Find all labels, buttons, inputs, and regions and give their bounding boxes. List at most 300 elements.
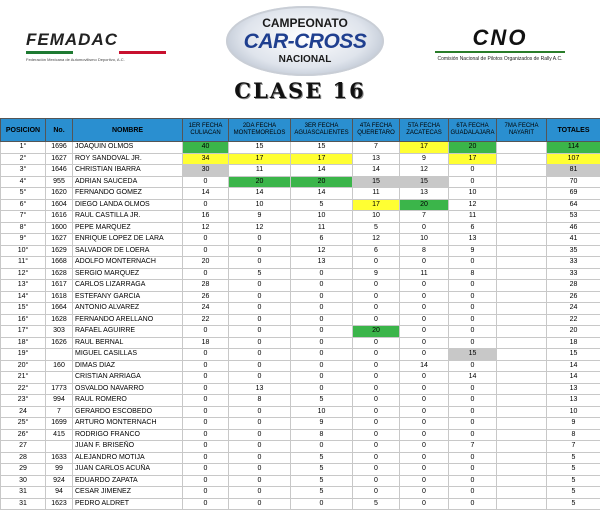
- cell-fecha-7: [497, 475, 547, 487]
- cell-total: 7: [547, 441, 600, 453]
- cell-fecha-3: 8: [291, 429, 353, 441]
- table-row: [1, 498, 600, 510]
- cell-fecha-7: [497, 406, 547, 418]
- cell-name: PEPE MARQUEZ: [73, 222, 183, 234]
- cell-fecha-2: 0: [229, 372, 291, 384]
- cell-fecha-5: 0: [400, 222, 449, 234]
- cell-fecha-4: 11: [353, 188, 400, 200]
- cell-fecha-4: 0: [353, 487, 400, 499]
- cell-fecha-5: 0: [400, 291, 449, 303]
- cell-position: 29: [1, 464, 46, 476]
- cell-number: 1618: [46, 291, 73, 303]
- cell-fecha-7: [497, 337, 547, 349]
- cell-fecha-3: 12: [291, 245, 353, 257]
- cell-fecha-7: [497, 314, 547, 326]
- cell-fecha-4: 0: [353, 257, 400, 269]
- cell-fecha-3: 0: [291, 441, 353, 453]
- cell-fecha-1: 20: [183, 257, 229, 269]
- table-row: [1, 142, 600, 154]
- cell-number: 1628: [46, 314, 73, 326]
- cell-fecha-3: 0: [291, 498, 353, 510]
- car-cross-badge-logo: [226, 6, 384, 76]
- cell-number: 303: [46, 326, 73, 338]
- cell-fecha-2: 0: [229, 349, 291, 361]
- cell-total: 8: [547, 429, 600, 441]
- cell-fecha-2: 0: [229, 303, 291, 315]
- cell-fecha-4: 0: [353, 303, 400, 315]
- cell-fecha-1: 0: [183, 268, 229, 280]
- cell-fecha-1: 0: [183, 498, 229, 510]
- cell-position: 19°: [1, 349, 46, 361]
- cell-fecha-5: 14: [400, 360, 449, 372]
- cell-fecha-6: 0: [449, 314, 497, 326]
- cell-fecha-6: 7: [449, 441, 497, 453]
- table-row: [1, 176, 600, 188]
- cell-name: JOAQUIN OLMOS: [73, 142, 183, 154]
- cell-position: 7°: [1, 211, 46, 223]
- cell-fecha-3: 9: [291, 418, 353, 430]
- cell-fecha-3: 5: [291, 487, 353, 499]
- table-row: [1, 222, 600, 234]
- cell-number: 1668: [46, 257, 73, 269]
- cell-fecha-7: [497, 383, 547, 395]
- cell-fecha-6: 10: [449, 188, 497, 200]
- cell-fecha-7: [497, 245, 547, 257]
- cell-fecha-1: 0: [183, 441, 229, 453]
- cell-position: 31: [1, 498, 46, 510]
- cell-name: RAUL BERNAL: [73, 337, 183, 349]
- cell-total: 14: [547, 360, 600, 372]
- cell-fecha-3: 0: [291, 280, 353, 292]
- cell-fecha-4: 0: [353, 314, 400, 326]
- cno-logo-underline: [435, 51, 565, 53]
- cell-fecha-6: 11: [449, 211, 497, 223]
- table-row: [1, 291, 600, 303]
- cell-fecha-5: 12: [400, 165, 449, 177]
- cell-fecha-3: 17: [291, 153, 353, 165]
- cell-total: 81: [547, 165, 600, 177]
- cell-fecha-4: 0: [353, 429, 400, 441]
- cell-fecha-7: [497, 349, 547, 361]
- cell-fecha-3: 10: [291, 211, 353, 223]
- cell-total: 5: [547, 452, 600, 464]
- cell-fecha-3: 5: [291, 395, 353, 407]
- col-fecha-6: 6TA FECHA GUADALAJARA: [449, 119, 497, 142]
- cell-fecha-5: 17: [400, 142, 449, 154]
- cell-total: 13: [547, 395, 600, 407]
- table-row: [1, 326, 600, 338]
- cell-fecha-7: [497, 153, 547, 165]
- cell-fecha-5: 0: [400, 429, 449, 441]
- cell-total: 22: [547, 314, 600, 326]
- cell-number: 1628: [46, 268, 73, 280]
- cell-total: 9: [547, 418, 600, 430]
- cell-fecha-6: 0: [449, 176, 497, 188]
- cell-fecha-4: 0: [353, 337, 400, 349]
- flag-stripe: [26, 51, 166, 54]
- cell-number: 994: [46, 395, 73, 407]
- cell-fecha-5: 7: [400, 211, 449, 223]
- cell-fecha-7: [497, 452, 547, 464]
- cell-fecha-1: 0: [183, 176, 229, 188]
- cell-name: JUAN CARLOS ACUÑA: [73, 464, 183, 476]
- page-title: CLASE 16: [0, 78, 600, 103]
- cell-fecha-5: 0: [400, 498, 449, 510]
- cell-fecha-6: 0: [449, 291, 497, 303]
- cell-position: 20°: [1, 360, 46, 372]
- cell-total: 5: [547, 498, 600, 510]
- standings-body: [1, 142, 600, 510]
- cell-fecha-1: 0: [183, 326, 229, 338]
- cell-fecha-3: 0: [291, 337, 353, 349]
- cell-number: 1620: [46, 188, 73, 200]
- standings-table: [0, 118, 600, 510]
- cell-name: MIGUEL CASILLAS: [73, 349, 183, 361]
- table-row: [1, 395, 600, 407]
- cell-position: 9°: [1, 234, 46, 246]
- cell-fecha-3: 0: [291, 314, 353, 326]
- cell-fecha-1: 26: [183, 291, 229, 303]
- cell-fecha-2: 20: [229, 176, 291, 188]
- cell-fecha-5: 0: [400, 257, 449, 269]
- cell-fecha-5: 0: [400, 372, 449, 384]
- cell-number: 7: [46, 406, 73, 418]
- cell-fecha-6: 12: [449, 199, 497, 211]
- cell-fecha-5: 0: [400, 464, 449, 476]
- cell-name: CESAR JIMENEZ: [73, 487, 183, 499]
- cell-number: [46, 372, 73, 384]
- cell-fecha-1: 0: [183, 234, 229, 246]
- cell-name: OSVALDO NAVARRO: [73, 383, 183, 395]
- cell-fecha-5: 0: [400, 383, 449, 395]
- cell-fecha-7: [497, 222, 547, 234]
- cell-name: CARLOS LIZARRAGA: [73, 280, 183, 292]
- cell-fecha-6: 0: [449, 464, 497, 476]
- cell-fecha-1: 0: [183, 418, 229, 430]
- table-row: [1, 165, 600, 177]
- cell-fecha-3: 5: [291, 475, 353, 487]
- cell-fecha-2: 13: [229, 383, 291, 395]
- cell-name: ROY SANDOVAL JR.: [73, 153, 183, 165]
- cell-total: 33: [547, 268, 600, 280]
- cell-position: 25°: [1, 418, 46, 430]
- cno-logo: [425, 27, 575, 63]
- cell-fecha-5: 13: [400, 188, 449, 200]
- cell-fecha-5: 0: [400, 418, 449, 430]
- cell-fecha-4: 10: [353, 211, 400, 223]
- cell-name: RAUL CASTILLA JR.: [73, 211, 183, 223]
- cell-fecha-4: 0: [353, 349, 400, 361]
- cell-name: CHRISTIAN IBARRA: [73, 165, 183, 177]
- cell-fecha-2: 0: [229, 475, 291, 487]
- cell-fecha-4: 0: [353, 441, 400, 453]
- cell-fecha-1: 0: [183, 395, 229, 407]
- badge-line2: CAR-CROSS: [226, 30, 384, 54]
- cell-fecha-4: 7: [353, 142, 400, 154]
- cell-fecha-2: 14: [229, 188, 291, 200]
- cell-number: 94: [46, 487, 73, 499]
- cell-fecha-2: 15: [229, 142, 291, 154]
- cell-position: 23°: [1, 395, 46, 407]
- femadac-logo-subtitle: Federación Mexicana de Automovilismo Deportivo, A.C.: [26, 57, 166, 62]
- table-row: [1, 234, 600, 246]
- cell-total: 46: [547, 222, 600, 234]
- cell-fecha-1: 0: [183, 429, 229, 441]
- cell-fecha-7: [497, 234, 547, 246]
- cell-fecha-3: 0: [291, 291, 353, 303]
- cell-fecha-1: 0: [183, 245, 229, 257]
- cell-fecha-4: 0: [353, 360, 400, 372]
- cell-number: 160: [46, 360, 73, 372]
- cell-fecha-4: 12: [353, 234, 400, 246]
- page-header: [0, 0, 600, 118]
- cell-fecha-7: [497, 211, 547, 223]
- table-row: [1, 360, 600, 372]
- cell-fecha-2: 0: [229, 326, 291, 338]
- cell-number: 1664: [46, 303, 73, 315]
- cell-fecha-5: 0: [400, 406, 449, 418]
- cell-name: RAUL ROMERO: [73, 395, 183, 407]
- cell-fecha-2: 0: [229, 429, 291, 441]
- cell-name: JUAN F. BRISEÑO: [73, 441, 183, 453]
- cell-name: ENRIQUE LOPEZ DE LARA: [73, 234, 183, 246]
- cell-fecha-3: 0: [291, 360, 353, 372]
- cell-fecha-1: 0: [183, 383, 229, 395]
- cell-position: 14°: [1, 291, 46, 303]
- table-row: [1, 383, 600, 395]
- cell-fecha-2: 0: [229, 245, 291, 257]
- cell-fecha-6: 14: [449, 372, 497, 384]
- cell-fecha-4: 0: [353, 372, 400, 384]
- cell-fecha-1: 30: [183, 165, 229, 177]
- cell-number: [46, 349, 73, 361]
- cell-fecha-2: 0: [229, 360, 291, 372]
- cell-fecha-6: 0: [449, 303, 497, 315]
- cell-total: 5: [547, 487, 600, 499]
- cell-fecha-4: 14: [353, 165, 400, 177]
- cell-fecha-6: 0: [449, 395, 497, 407]
- cell-fecha-6: 0: [449, 383, 497, 395]
- cell-total: 70: [547, 176, 600, 188]
- cell-fecha-1: 0: [183, 199, 229, 211]
- table-row: [1, 211, 600, 223]
- cell-position: 3°: [1, 165, 46, 177]
- table-row: [1, 429, 600, 441]
- cell-fecha-3: 5: [291, 464, 353, 476]
- cell-number: 99: [46, 464, 73, 476]
- cell-fecha-1: 0: [183, 372, 229, 384]
- cell-fecha-4: 15: [353, 176, 400, 188]
- cell-fecha-5: 10: [400, 234, 449, 246]
- cell-total: 114: [547, 142, 600, 154]
- cell-fecha-6: 0: [449, 257, 497, 269]
- cell-fecha-7: [497, 176, 547, 188]
- cell-number: 1629: [46, 245, 73, 257]
- cell-fecha-7: [497, 464, 547, 476]
- cell-fecha-7: [497, 498, 547, 510]
- cell-name: DIEGO LANDA OLMOS: [73, 199, 183, 211]
- cell-fecha-2: 0: [229, 291, 291, 303]
- cell-total: 15: [547, 349, 600, 361]
- cell-name: EDUARDO ZAPATA: [73, 475, 183, 487]
- cell-fecha-4: 0: [353, 406, 400, 418]
- cell-fecha-2: 0: [229, 337, 291, 349]
- cell-fecha-5: 11: [400, 268, 449, 280]
- cell-fecha-4: 5: [353, 222, 400, 234]
- cell-fecha-1: 12: [183, 222, 229, 234]
- cell-position: 30: [1, 475, 46, 487]
- cell-fecha-7: [497, 268, 547, 280]
- cell-name: ANTONIO ALVAREZ: [73, 303, 183, 315]
- cell-name: ESTEFANY GARCIA: [73, 291, 183, 303]
- cell-name: ARTURO MONTERNACH: [73, 418, 183, 430]
- cell-fecha-2: 0: [229, 498, 291, 510]
- cell-fecha-6: 0: [449, 406, 497, 418]
- cell-fecha-3: 0: [291, 303, 353, 315]
- cell-fecha-2: 0: [229, 280, 291, 292]
- cell-fecha-4: 20: [353, 326, 400, 338]
- cell-fecha-5: 0: [400, 280, 449, 292]
- cell-fecha-2: 0: [229, 487, 291, 499]
- cell-fecha-1: 16: [183, 211, 229, 223]
- cell-number: 1633: [46, 452, 73, 464]
- cno-logo-text: CNO: [425, 27, 575, 49]
- cell-fecha-3: 5: [291, 452, 353, 464]
- col-fecha-7: 7MA FECHA NAYARIT: [497, 119, 547, 142]
- cell-position: 5°: [1, 188, 46, 200]
- cell-fecha-6: 13: [449, 234, 497, 246]
- cell-fecha-3: 13: [291, 257, 353, 269]
- table-row: [1, 441, 600, 453]
- table-row: [1, 188, 600, 200]
- cell-fecha-3: 11: [291, 222, 353, 234]
- cell-fecha-1: 18: [183, 337, 229, 349]
- cell-fecha-5: 0: [400, 452, 449, 464]
- cell-fecha-4: 13: [353, 153, 400, 165]
- cell-fecha-1: 14: [183, 188, 229, 200]
- table-row: [1, 280, 600, 292]
- cell-fecha-5: 15: [400, 176, 449, 188]
- cell-number: 955: [46, 176, 73, 188]
- cell-number: 1627: [46, 153, 73, 165]
- cell-number: 415: [46, 429, 73, 441]
- cell-fecha-4: 0: [353, 418, 400, 430]
- cell-number: 1699: [46, 418, 73, 430]
- cell-position: 31: [1, 487, 46, 499]
- cell-fecha-6: 0: [449, 475, 497, 487]
- cell-total: 33: [547, 257, 600, 269]
- table-row: [1, 303, 600, 315]
- cell-fecha-5: 8: [400, 245, 449, 257]
- cell-fecha-3: 10: [291, 406, 353, 418]
- cell-fecha-1: 0: [183, 349, 229, 361]
- cell-fecha-2: 0: [229, 406, 291, 418]
- cno-logo-subtitle: Comisión Nacional de Pilotos Organizados de Rally A.C.: [425, 56, 575, 62]
- cell-position: 26°: [1, 429, 46, 441]
- cell-fecha-2: 0: [229, 234, 291, 246]
- cell-number: [46, 441, 73, 453]
- cell-name: ADRIAN SAUCEDA: [73, 176, 183, 188]
- cell-fecha-4: 17: [353, 199, 400, 211]
- cell-fecha-4: 0: [353, 280, 400, 292]
- cell-fecha-5: 0: [400, 475, 449, 487]
- cell-fecha-1: 0: [183, 452, 229, 464]
- cell-fecha-3: 14: [291, 188, 353, 200]
- col-fecha-2: 2DA FECHA MONTEMORELOS: [229, 119, 291, 142]
- cell-fecha-2: 0: [229, 418, 291, 430]
- cell-name: PEDRO ALDRET: [73, 498, 183, 510]
- cell-fecha-1: 0: [183, 475, 229, 487]
- cell-fecha-3: 0: [291, 383, 353, 395]
- cell-fecha-2: 5: [229, 268, 291, 280]
- cell-fecha-7: [497, 429, 547, 441]
- cell-fecha-6: 0: [449, 429, 497, 441]
- badge-line1: CAMPEONATO: [226, 16, 384, 30]
- cell-position: 27: [1, 441, 46, 453]
- cell-number: 1627: [46, 234, 73, 246]
- cell-fecha-7: [497, 291, 547, 303]
- cell-fecha-3: 5: [291, 199, 353, 211]
- cell-fecha-1: 34: [183, 153, 229, 165]
- cell-number: 1616: [46, 211, 73, 223]
- cell-fecha-1: 0: [183, 487, 229, 499]
- cell-fecha-3: 20: [291, 176, 353, 188]
- badge-line3: NACIONAL: [226, 54, 384, 65]
- table-header-row: [1, 119, 600, 142]
- cell-total: 20: [547, 326, 600, 338]
- cell-fecha-5: 0: [400, 303, 449, 315]
- cell-fecha-2: 10: [229, 199, 291, 211]
- cell-fecha-6: 6: [449, 222, 497, 234]
- cell-fecha-6: 8: [449, 268, 497, 280]
- cell-position: 13°: [1, 280, 46, 292]
- cell-fecha-3: 0: [291, 372, 353, 384]
- cell-total: 5: [547, 464, 600, 476]
- table-row: [1, 314, 600, 326]
- cell-fecha-6: 15: [449, 349, 497, 361]
- col-nombre: NOMBRE: [73, 119, 183, 142]
- cell-fecha-7: [497, 395, 547, 407]
- cell-fecha-6: 0: [449, 452, 497, 464]
- col-totales: TOTALES: [547, 119, 600, 142]
- table-row: [1, 337, 600, 349]
- cell-total: 26: [547, 291, 600, 303]
- cell-number: 1623: [46, 498, 73, 510]
- cell-position: 2°: [1, 153, 46, 165]
- cell-fecha-3: 0: [291, 326, 353, 338]
- cell-total: 53: [547, 211, 600, 223]
- cell-number: 1617: [46, 280, 73, 292]
- cell-fecha-6: 0: [449, 337, 497, 349]
- cell-name: RAFAEL AGUIRRE: [73, 326, 183, 338]
- cell-fecha-4: 0: [353, 383, 400, 395]
- cell-fecha-6: 0: [449, 360, 497, 372]
- cell-position: 18°: [1, 337, 46, 349]
- cell-fecha-7: [497, 165, 547, 177]
- cell-number: 1696: [46, 142, 73, 154]
- cell-fecha-1: 0: [183, 360, 229, 372]
- cell-position: 21°: [1, 372, 46, 384]
- cell-fecha-3: 6: [291, 234, 353, 246]
- cell-fecha-6: 0: [449, 280, 497, 292]
- table-row: [1, 487, 600, 499]
- cell-fecha-6: 0: [449, 165, 497, 177]
- table-row: [1, 464, 600, 476]
- cell-fecha-2: 8: [229, 395, 291, 407]
- cell-name: FERNANDO GOMEZ: [73, 188, 183, 200]
- cell-fecha-7: [497, 441, 547, 453]
- table-row: [1, 349, 600, 361]
